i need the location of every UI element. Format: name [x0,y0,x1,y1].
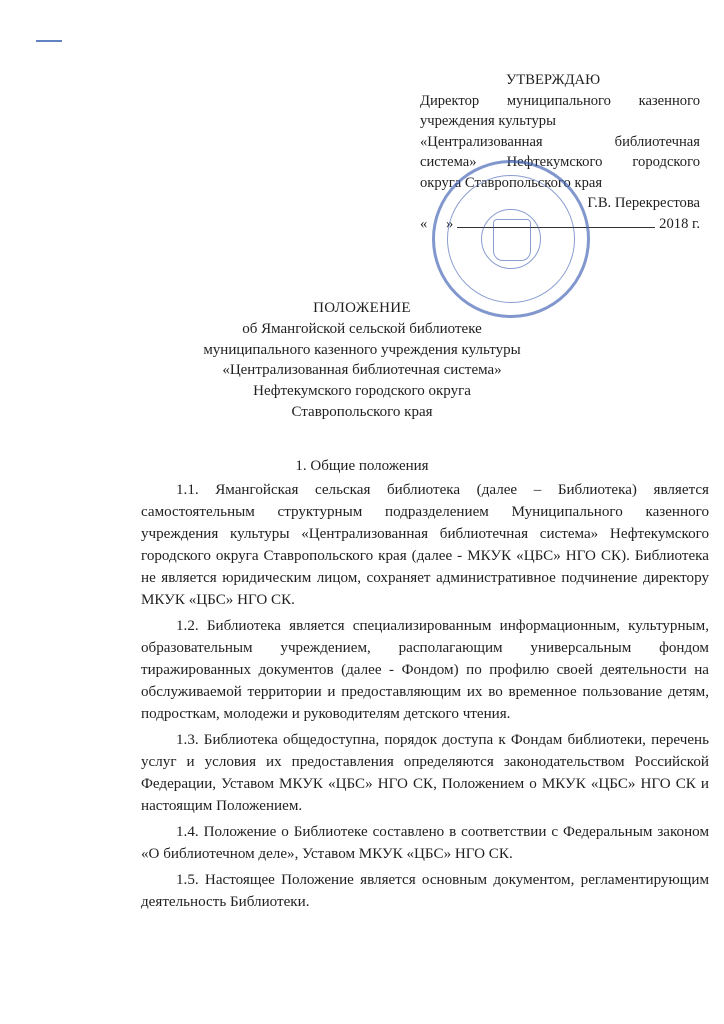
document-title: ПОЛОЖЕНИЕ [313,300,411,316]
official-seal-stamp [432,160,590,318]
title-line-1: об Ямангойской сельской библиотеке [242,320,482,337]
document-title-block [0,298,724,423]
approval-line-4: система» Нефтекумского городского [420,154,700,170]
seal-emblem-icon [493,219,531,261]
title-line-4: Нефтекумского городского округа [253,383,471,400]
paragraph-1-4: 1.4. Положение о Библиотеке составлено в соответствии с Федеральным законом «О библиотечном деле», Уставом МКУК «ЦБС» НГО СК. [141,824,709,862]
body-text [141,479,709,917]
corner-mark [36,40,62,42]
signature-name: Г.В. Перекрестова [587,195,700,211]
approval-line-1: Директор муниципального казенного [420,92,700,109]
title-line-5: Ставропольского края [291,403,433,420]
title-line-3: «Централизованная библиотечная система» [222,362,502,379]
paragraph-1-3: 1.3. Библиотека общедоступна, порядок доступа к Фондам библиотеки, перечень услуг и условия их предоставления определяются законодательством Российской Федерации, Уставом МКУК «ЦБС» НГО СК, Положением о МКУК «ЦБС» НГО СК и настоящим Положением. [141,732,709,814]
approval-line-5: округа Ставропольского края [420,174,603,191]
date-open-quote: « [420,215,428,232]
date-close-quote: » [446,215,454,232]
approval-line-2: учреждения культуры [420,113,556,129]
section-heading: 1. Общие положения [295,458,429,474]
date-year: 2018 г. [659,215,700,232]
approval-line-3: «Централизованная библиотечная [420,133,700,150]
paragraph-1-5: 1.5. Настоящее Положение является основным документом, регламентирующим деятельность Библиотеки. [141,872,709,910]
paragraph-1-1: 1.1. Ямангойская сельская библиотека (далее – Библиотека) является самостоятельным структурным подразделением Муниципального казенного учреждения культуры «Централизованная библиотечная система» Нефтекумского городского округа Ставропольского края (далее - МКУК «ЦБС» НГО СК). Библиотека не является юридическим лицом, сохраняет административное подчинение директору МКУК «ЦБС» НГО СК. [141,482,709,608]
paragraph-1-2: 1.2. Библиотека является специализированным информационным, культурным, образовательным учреждением, располагающим универсальным фондом тиражированных документов (далее - Фондом) по профилю своей деятельности на обслуживаемой территории и предоставляющим их во временное пользование детям, подросткам, молодежи и руководителям детского чтения. [141,618,709,722]
title-line-2: муниципального казенного учреждения культуры [203,341,521,358]
approval-title: УТВЕРЖДАЮ [506,72,601,88]
